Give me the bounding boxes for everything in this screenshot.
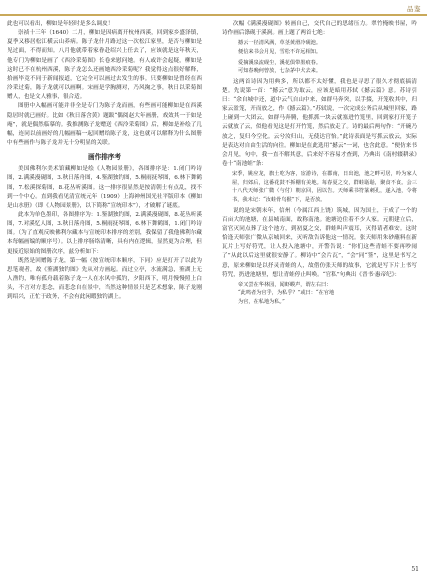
section-tag: 品鉴 bbox=[407, 5, 421, 13]
paragraph: 次幅《满溪漫砚图》转画自己，交代自己的思绪压力。翠竹掩映书屋，吟诗作画后涤砚于溪涧。画上题了两首七绝： bbox=[222, 21, 417, 37]
page-number: 51 bbox=[411, 566, 419, 573]
quote-block bbox=[222, 281, 417, 307]
poem-block bbox=[222, 59, 417, 76]
poem-line: 便信来书会月见，雪松不许远相知。 bbox=[238, 48, 322, 55]
paragraph: 此也可以看出，柳如是年轻时是多么调皮！ bbox=[7, 21, 114, 27]
paragraph: 这两首诗因为用典多，所以都不太好懂，我也是寻思了很久才彻底搞清楚。先说第一首：“撼云”意为取云，应该是暗用苏轼《撼云篇》意。苏诗引曰：“余自城中还，道中云气自山中来，如群马奔突，以手掇，开笼收其中，归家云盈笼，开而放之，作《撼云篇》。”苏轼说，一次完成公务后从城里回家，路上碰到一大团云，如群马奔腾，他抓抓一块云就塞进竹笼里，回到家打开笼子云就放了云，似他看见这是打开竹笼，然后放走了。诗的最后两句作：“开碗乃放之，复归今空化。云兮汝归山，无使达官怡。”此诗表面是写抓云放云，实际是表达对自由生活的向往。柳如是在此选用“撼云”一词，也含此意。“便仿来书会月见，句中，我一直不解其意，后来好不容易才查到，乃典出《南村辍耕录》卷十“南池蛙”条： bbox=[222, 78, 417, 168]
paragraph: 美国佛利尔美术馆藏柳如是绘《人物园景册》，各图排序是：1.闭门吟诗图，2.满溪漫砚图，3.秋日落舟图，4.鉴湖独钓图，5.桐雨抚琴图，6.林下舞鹤图，7.松溪探菊图，8.花丛听溪图。这一排序很显然是按清朝士有点乱，找不到一个中心。直到我看见清宣统元年（1909）上海神州国光社平版印本《柳如是山水册》（即《人物园景册》，以下简称“宣统印本”），才破解了谜底。 bbox=[7, 166, 202, 209]
right-column bbox=[222, 20, 417, 309]
poem-line: 撼云一径清风满，草茎黄滑冷砚池。 bbox=[238, 40, 322, 47]
left-column bbox=[7, 20, 202, 303]
section-heading: 画作排序考 bbox=[88, 153, 121, 162]
quote-line: 为官，在私地为私。” bbox=[238, 299, 285, 306]
paragraph: 图册中入幅画可能并非全是专门为陈子龙而画，有些画可能柳如是在西溪隐居时就已画好。比如《秋日落含黄》题跋“偶阅赵大年画册，戏效其一于如是庵”，就是偶然临摹的。我推测陈子龙赠送《西泠采菊图》后，柳如是补绘了几幅，连同以前画好的几幅画稿一起回赠给陈子龙，这也就可以解释为什么图册中有些画作与陈子龙并无十分明显的关联。 bbox=[7, 103, 202, 147]
poem-line: 可知春晚何曾放，七杂茅中犬去来。 bbox=[238, 68, 322, 75]
quote-line: “此鸣者为官乎，为私乎？”或曰：“在官地 bbox=[238, 290, 335, 297]
paragraph: 此本为单色墨印，各图排序为：1.鉴湖独钓图，2.满溪漫砚图，8.花丛听溪图，7.对溪忆人图，3.秋日落舟图，5.桐雨抚琴图，6.林下舞鹤图，1.闭门吟诗图。（为了直观反映佛利尔藏本与宣统印本排序的差别，我保留了我他佛利尔藏本每幅画编的顺序号）。以上排序肠络清晰，具有内在逻辑，显然更为合理，但更接近原始的图册次序，兹分析如下： bbox=[7, 211, 202, 255]
quote-line: 帝又尝在华林园，闻虾蟆声，谓左右曰： bbox=[238, 281, 332, 288]
paragraph: 说的是宋朝末年，信州（今属江西上饶）筑城，因为国土，于成了一个的百亩大的池塘，在县城南面，故称南池。池塘边住着不少人家。元朝建立后，富官灭同点葬了这个池方，到初夏之交，群蛙叫声震耳，灭得请者难安。这时恰逢天师张广微从京城回来，灭听敌告诉他这一情况。张天师用朱砂蘸料在新瓦片上写好符咒，让人投入池塘中，开警告说：“你们这些青蛙不要再吵闹了”从此以后这里就很安静了。柳诗中“会片瓦”，“会”同“签”，这里是书写之意，原来柳如是以抒灵青蛙的人，故借仿张天师的故事，它就是写下片上书写符咒，扔进池塘里，想让青蛙停止叫唤。“官私”句典出《晋书·惠帝纪》： bbox=[222, 207, 417, 278]
poem-block bbox=[222, 39, 417, 56]
header-rule bbox=[0, 14, 427, 16]
paragraph: 崇祯十三年（1640）二月，柳如是因病离开杭州西溪，回到家乡盛泽镇，夏季又移居松江横云山养病。陈子龙什月路过这一次松江家里，是否与柳如是见过面，不得而知。八月他就带着家眷赴绍兴上任去了，应该就是这年秋天，他专门为柳如是画了《西泠采菊图》长卷来慰问她。有人或许会起疑，柳如是这时已不在杭州西溪，陈子龙怎么还画她西泠采菊呢？我觉得这点很好解释，拾画毕竟不同于新闻报道，它完全可以画过去发生的事。只要柳如是曾经在西泠采过菊，陈子龙就可以画啊。宋画是学胸测对，乃风掬之事，秋日以采菊图赠人，也是文人雅事，很合适。 bbox=[7, 30, 202, 101]
poem-line: 爱摘溪泉流砚尘，溪花俱带墨痕春。 bbox=[238, 59, 322, 66]
quote-text: 宋季，姚应龙，旗土吃为客，宦游诗，在郡南，日出池，池之畔可居，吟为家人屋，归郊后，这番花鼓不拆棚有美地。每春夏之交，群蛙聒聒，聚食不食。会三十八代天师张广微（与付）朝京回，因以告。天师乘书符篆刺孔，遂入池，令将书，我未记：“汝蛙骨鸟猴”下，是否放。 bbox=[232, 171, 417, 204]
quote-block bbox=[222, 170, 417, 204]
paragraph: 既然是回赠陈子龙，第一幅（按宣统印本顺序，下同）应是打开了以此为思笔观者，故《鉴湖独钓图》先从对方画起。而过立亭，水流满急，鉴湖上无人渔钓，唯有孤舟载着陈子龙一人在水风中孤钓，夕阳西下，明月慢慢照上白头，不言对方悲念，而悲念自在景中，当然这种情景只是艺术想象，陈子龙刚到绍兴，正忙于政务，不会有此闲暇独钓湖上。 bbox=[7, 257, 202, 301]
